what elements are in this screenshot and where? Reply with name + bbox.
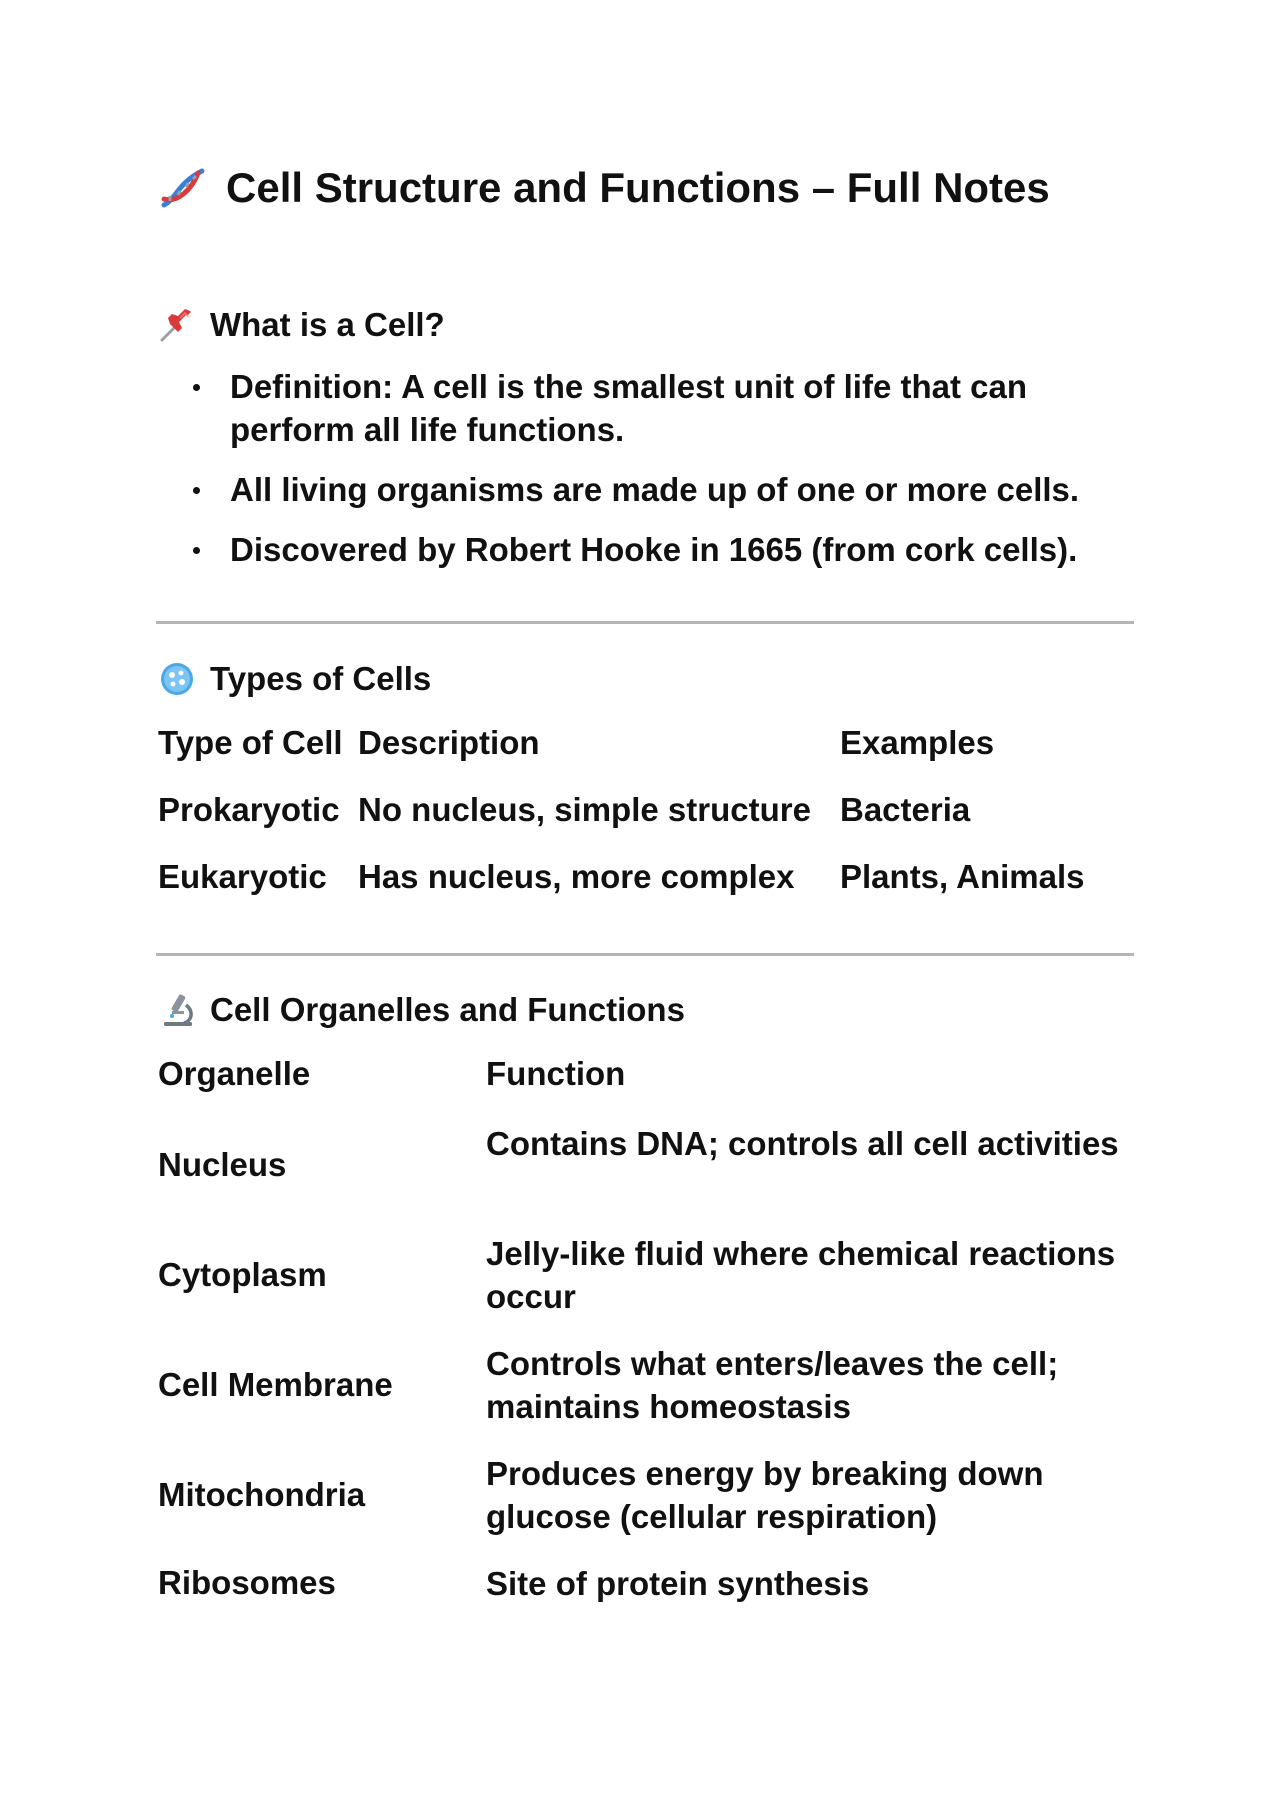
table-header-cell: Type of Cell bbox=[158, 724, 343, 761]
table-cell: Jelly-like fluid where chemical reactions occur bbox=[486, 1235, 1116, 1315]
section-heading-types-of-cells bbox=[158, 657, 431, 701]
table-row bbox=[158, 1232, 1136, 1318]
table-cell: Bacteria bbox=[840, 791, 971, 828]
table-row bbox=[158, 1342, 1136, 1428]
table-row bbox=[158, 1122, 1136, 1208]
list-item: All living organisms are made up of one or more cells. bbox=[190, 468, 1130, 511]
table-cell: Cytoplasm bbox=[158, 1256, 327, 1293]
table-cell: No nucleus, simple structure bbox=[358, 791, 811, 828]
table-cell: Controls what enters/leaves the cell; maintains homeostasis bbox=[486, 1345, 1059, 1425]
table-cell: Eukaryotic bbox=[158, 858, 327, 895]
section-heading-text: What is a Cell? bbox=[210, 306, 445, 343]
table-row bbox=[158, 1452, 1136, 1538]
section-divider bbox=[156, 953, 1134, 956]
table-cell: Plants, Animals bbox=[840, 858, 1085, 895]
list-item: Discovered by Robert Hooke in 1665 (from cork cells). bbox=[190, 528, 1130, 571]
table-cell: Produces energy by breaking down glucose (cellular respiration) bbox=[486, 1455, 1044, 1535]
table-cell: Has nucleus, more complex bbox=[358, 858, 795, 895]
microscope-icon bbox=[158, 991, 196, 1029]
table-cell: Cell Membrane bbox=[158, 1366, 393, 1403]
table-cell: Mitochondria bbox=[158, 1476, 366, 1513]
dna-icon bbox=[158, 163, 208, 213]
cell-icon bbox=[158, 660, 196, 698]
table-row bbox=[158, 1562, 1136, 1605]
table-header-cell: Organelle bbox=[158, 1055, 311, 1092]
list-item: Definition: A cell is the smallest unit of life that can perform all life functions. bbox=[190, 365, 1130, 451]
section-heading-text: Cell Organelles and Functions bbox=[210, 991, 685, 1028]
section-heading-organelles bbox=[158, 988, 685, 1032]
table-cell: Contains DNA; controls all cell activities bbox=[486, 1125, 1119, 1162]
section-heading-what-is-a-cell bbox=[158, 303, 445, 347]
table-cell: Site of protein synthesis bbox=[486, 1565, 870, 1602]
page-title-text: Cell Structure and Functions – Full Notes bbox=[226, 164, 1050, 211]
table-header-cell: Description bbox=[358, 724, 540, 761]
section-heading-text: Types of Cells bbox=[210, 660, 432, 697]
section-divider bbox=[156, 621, 1134, 624]
cell-definition-list bbox=[190, 365, 1130, 588]
table-header-cell: Function bbox=[486, 1055, 626, 1092]
pushpin-icon bbox=[158, 306, 196, 344]
table-header-cell: Examples bbox=[840, 724, 995, 761]
table-cell: Ribosomes bbox=[158, 1564, 336, 1601]
table-cell: Nucleus bbox=[158, 1146, 287, 1183]
page-title bbox=[158, 160, 1050, 216]
table-cell: Prokaryotic bbox=[158, 791, 340, 828]
